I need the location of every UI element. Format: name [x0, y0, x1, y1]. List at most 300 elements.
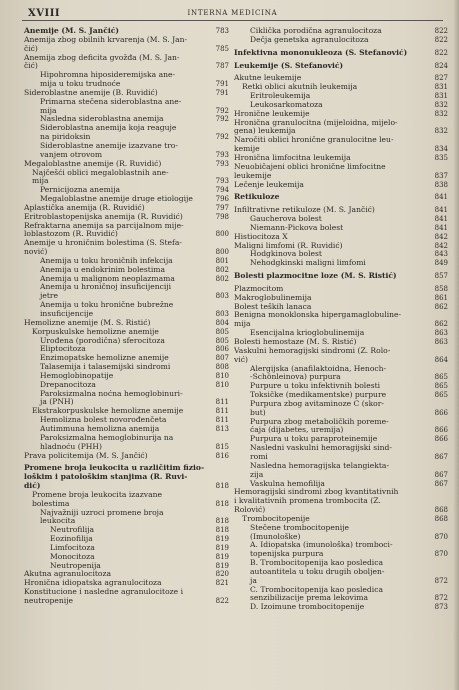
toc-entry-page: 818	[215, 526, 229, 535]
toc-entry-page: 818	[215, 517, 229, 526]
toc-entry	[234, 294, 448, 303]
toc-entry	[24, 151, 229, 160]
toc-entry-title: Benigna monoklonska hipergamaglobuline-	[234, 311, 402, 320]
toc-entry-title: Enzimopatske hemolizne anemije	[40, 354, 169, 363]
toc-entry-page: 800	[215, 248, 229, 257]
toc-entry-title: Hemolizne anemije (M. S. Ristić)	[24, 318, 151, 327]
toc-entry	[24, 562, 229, 571]
toc-entry	[234, 382, 448, 391]
toc-entry-page: 835	[434, 153, 448, 162]
toc-entry-page: 818	[215, 482, 229, 491]
toc-entry-title: Makroglobulinemija	[234, 293, 312, 302]
toc-entry-title: Primarna stečena sideroblastna ane-	[40, 97, 182, 106]
toc-entry-title: Konstitucione i nasledne agranulocitoze i	[24, 588, 184, 597]
toc-entry-page: 867	[434, 470, 448, 479]
toc-entry-page: 819	[215, 543, 229, 552]
toc-entry	[24, 266, 229, 275]
toc-entry-page: 872	[434, 594, 448, 603]
toc-entry-title: Toksičke (medikamentske) purpure	[250, 391, 387, 400]
toc-entry	[234, 233, 448, 242]
toc-entry-title: nović)	[24, 248, 48, 257]
toc-entry-page: 822	[434, 27, 448, 35]
toc-entry-page: 857	[434, 272, 448, 281]
toc-entry	[234, 338, 448, 347]
toc-entry	[234, 568, 448, 577]
toc-entry-title: Naročiti oblici hronične granulocitne leu-	[234, 136, 394, 145]
toc-entry-title: but)	[250, 408, 266, 417]
toc-entry-title: mija	[40, 106, 57, 115]
toc-entry	[24, 204, 229, 213]
header-rule	[22, 20, 443, 21]
toc-entry-title: Alergijska (anafilaktoidna, Henoch-	[250, 364, 387, 373]
toc-entry-page: 811	[215, 398, 229, 407]
toc-entry	[24, 452, 229, 461]
toc-entry	[234, 172, 448, 181]
toc-entry-page: 792	[215, 115, 229, 124]
toc-entry-page: 862	[434, 302, 448, 311]
toc-entry-title: Nasledna sideroblastna anemija	[40, 115, 164, 124]
toc-entry-page: 796	[215, 195, 229, 204]
toc-entry	[24, 491, 229, 500]
toc-entry-title: mija	[32, 177, 49, 186]
toc-entry	[24, 597, 229, 606]
toc-entry-title: Anemije u hroničnim bolestima (S. Stefa-	[24, 239, 182, 248]
toc-entry-title: senzibilizacije prema lekovima	[250, 594, 368, 603]
toc-entry-title: Aplastička anemija (R. Ruvidić)	[24, 203, 145, 212]
toc-entry-page: 792	[215, 133, 229, 142]
toc-entry-page: 791	[215, 88, 229, 97]
toc-entry	[234, 356, 448, 365]
toc-entry	[24, 363, 229, 372]
toc-entry-title: Nasledni vaskulni hemoragijski sind-	[250, 444, 392, 453]
toc-entry-page: 810	[215, 380, 229, 389]
toc-entry	[24, 89, 229, 98]
toc-entry	[234, 154, 448, 163]
toc-entry-title: jetre	[40, 292, 59, 301]
toc-entry	[24, 239, 229, 248]
toc-entry-page: 870	[434, 532, 448, 541]
toc-entry-title: Akutne leukemije	[234, 74, 302, 83]
toc-entry-title: zija	[250, 470, 264, 479]
toc-entry	[234, 311, 448, 320]
toc-entry	[234, 259, 448, 268]
toc-entry-title: Nehodgkinski maligni limfomi	[250, 259, 366, 268]
toc-entry-title: Anemija u endokrinim bolestima	[40, 265, 165, 274]
toc-entry-title: leukemije	[234, 171, 272, 180]
toc-entry-page: 832	[434, 109, 448, 118]
page-number: XVIII	[28, 8, 61, 19]
toc-entry-title: Anemija zbog obilnih krvarenja (M. S. Jan-	[24, 35, 188, 44]
toc-entry-title: Eritroblastopenijska anemija (R. Ruvidić)	[24, 212, 183, 221]
toc-entry	[234, 181, 448, 190]
toc-entry-page: 819	[215, 552, 229, 561]
toc-entry	[24, 328, 229, 337]
toc-entry	[24, 434, 229, 443]
toc-entry	[234, 391, 448, 400]
toc-entry	[234, 418, 448, 427]
toc-entry-title: A. Idiopatska (imunološka) tromboci-	[250, 541, 393, 550]
toc-entry-title: Sideroblastne anemije (B. Ruvidić)	[24, 88, 158, 97]
toc-entry-title: hladnoću (PHH)	[40, 442, 103, 451]
toc-entry	[234, 559, 448, 568]
toc-entry-page: 865	[434, 373, 448, 382]
toc-entry	[234, 163, 448, 172]
toc-entry-page: 841	[434, 215, 448, 224]
toc-entry	[24, 500, 229, 509]
toc-entry-title: Bolest teških lanaca	[234, 302, 312, 311]
toc-entry-page: 834	[434, 145, 448, 154]
toc-entry-page: 819	[215, 561, 229, 570]
toc-entry-title: Esencijalna krioglobulinemija	[250, 329, 365, 338]
toc-entry-title: Eritroleukemija	[250, 92, 311, 101]
toc-entry-title: Hodgkinova bolest	[250, 250, 322, 259]
toc-entry-title: Hemoglobinopatije	[40, 371, 114, 380]
toc-entry-page: 808	[215, 363, 229, 372]
toc-entry	[24, 381, 229, 390]
toc-entry-title: (Imunološke)	[250, 532, 301, 541]
toc-entry	[24, 579, 229, 588]
toc-entry	[234, 586, 448, 595]
toc-entry-title: bolestima	[32, 499, 70, 508]
toc-entry-title: Anemija u toku hronične bubrežne	[40, 301, 174, 310]
toc-entry	[234, 550, 448, 559]
toc-entry-title: Eozinofilija	[50, 535, 93, 544]
toc-entry-title: Neuobičajeni oblici hronične limfocitne	[234, 162, 386, 171]
toc-entry-page: 868	[434, 506, 448, 515]
toc-entry	[24, 390, 229, 399]
toc-entry-page: 793	[215, 150, 229, 159]
toc-entry	[234, 400, 448, 409]
toc-entry	[24, 107, 229, 116]
toc-entry-page: 822	[215, 597, 229, 605]
toc-entry	[24, 115, 229, 124]
toc-entry	[24, 544, 229, 553]
toc-entry-title: Retikuloze	[234, 193, 280, 202]
toc-entry	[234, 119, 448, 128]
toc-entry-page: 831	[434, 83, 448, 92]
toc-entry-page: 872	[434, 576, 448, 585]
toc-entry	[24, 169, 229, 178]
toc-entry-title: Anemija u hroničnoj insuficijenciji	[40, 283, 172, 292]
toc-entry	[234, 444, 448, 453]
toc-entry	[24, 283, 229, 292]
toc-entry	[234, 27, 448, 36]
toc-entry-page: 819	[215, 535, 229, 544]
toc-entry-page: 792	[215, 106, 229, 115]
toc-entry	[234, 409, 448, 418]
toc-entry	[24, 588, 229, 597]
toc-entry-title: ćaja (dijabetes, uremija)	[250, 426, 344, 435]
toc-entry-title: Vaskulni hemoragijski sindromi (Z. Rolo-	[234, 346, 391, 355]
toc-entry	[24, 27, 229, 36]
toc-entry-title: Anemije (M. S. Jančić)	[24, 27, 119, 35]
toc-entry	[24, 310, 229, 319]
toc-entry-title: Paroksizmalna noćna hemoglobinuri-	[40, 389, 183, 398]
toc-entry	[24, 354, 229, 363]
toc-entry-title: topenijska purpura	[250, 550, 324, 559]
toc-entry	[24, 443, 229, 452]
toc-entry	[234, 426, 448, 435]
toc-entry-page: 832	[434, 100, 448, 109]
toc-entry-title: Megaloblastne anemije druge etiologije	[40, 195, 193, 204]
toc-entry-page: 793	[215, 159, 229, 168]
toc-entry	[234, 471, 448, 480]
toc-entry	[24, 464, 229, 473]
toc-entry-title: gena) leukemija	[234, 127, 296, 136]
toc-entry-title: Najvažniji uzroci promene broja	[40, 508, 164, 517]
toc-entry	[234, 329, 448, 338]
toc-entry-title: Bolesti plazmocitne loze (M. S. Ristić)	[234, 272, 397, 281]
toc-entry-page: 861	[434, 293, 448, 302]
toc-entry-title: Anemija u toku hroničnih infekcija	[40, 256, 173, 265]
toc-entry	[234, 242, 448, 251]
toc-entry	[234, 215, 448, 224]
toc-entry-page: 841	[434, 193, 448, 202]
toc-entry-page: 838	[434, 180, 448, 189]
toc-entry	[24, 425, 229, 434]
toc-entry-page: 837	[434, 171, 448, 180]
toc-entry-title: Promene broja leukocita u različitim fizio-	[24, 464, 205, 473]
toc-entry-title: Bolesti hemostaze (M. S. Ristić)	[234, 338, 357, 346]
toc-entry-page: 841	[434, 206, 448, 215]
toc-entry-title: Gaucherova bolest	[250, 215, 322, 224]
toc-entry-title: Purpura zbog avitaminoze C (skor-	[250, 399, 384, 408]
toc-entry	[24, 535, 229, 544]
toc-entry	[24, 398, 229, 407]
toc-entry	[24, 160, 229, 169]
toc-entry-title: loškim i patološkim stanjima (R. Ruvi-	[24, 473, 188, 482]
toc-entry-page: 822	[434, 48, 448, 57]
toc-entry-title: ja	[250, 576, 257, 585]
toc-entry-page: 870	[434, 550, 448, 559]
toc-entry	[24, 407, 229, 416]
toc-entry	[24, 36, 229, 45]
toc-entry-title: Drepanocitoza	[40, 380, 96, 389]
toc-entry-title: Neutrofilija	[50, 526, 95, 535]
toc-entry-title: D. Izoimune trombocitopenije	[250, 603, 365, 612]
toc-entry-title: -Schönleinova) purpura	[250, 373, 341, 382]
toc-entry	[24, 177, 229, 186]
toc-entry	[234, 206, 448, 215]
toc-entry-title: Hronična granulocitna (mijeloidna, mijelo-	[234, 118, 398, 127]
toc-entry-page: 811	[215, 407, 229, 416]
toc-entry-page: 866	[434, 435, 448, 444]
toc-entry-title: leukocita	[40, 517, 76, 526]
toc-entry-page: 801	[215, 256, 229, 265]
toc-entry-title: Promene broja leukocita izazvane	[32, 490, 162, 499]
toc-entry	[234, 224, 448, 233]
toc-entry	[24, 71, 229, 80]
toc-entry-title: Urođena (porodična) sferocitoza	[40, 336, 165, 345]
toc-entry	[24, 142, 229, 151]
toc-left-column	[24, 27, 229, 686]
toc-entry-page: 866	[434, 426, 448, 435]
toc-entry-title: vanjem otrovom	[40, 150, 103, 159]
toc-entry-page: 849	[434, 259, 448, 268]
toc-entry-page: 800	[215, 230, 229, 239]
toc-entry-title: mija u toku trudnoće	[40, 80, 121, 89]
toc-entry	[234, 285, 448, 294]
toc-entry	[24, 222, 229, 231]
toc-entry-title: kemije	[234, 145, 260, 154]
toc-entry	[234, 577, 448, 586]
toc-entry-page: 832	[434, 127, 448, 136]
toc-entry-page: 803	[215, 310, 229, 318]
toc-entry-page: 804	[215, 318, 229, 327]
toc-entry-page: 813	[215, 424, 229, 433]
toc-entry-title: Nasledna hemoragijska telangiekta-	[250, 461, 390, 470]
toc-entry-page: 820	[215, 570, 229, 579]
toc-entry-page: 868	[434, 514, 448, 523]
toc-entry	[234, 62, 448, 71]
toc-entry-title: čić)	[24, 62, 38, 71]
toc-entry-title: Purpure u toku infektivnih bolesti	[250, 382, 381, 391]
toc-entry-title: Infiltrativne retikuloze (M. S. Jančić)	[234, 206, 375, 215]
toc-entry	[234, 373, 448, 382]
toc-entry-title: Maligni limfomi (R. Ruvidić)	[234, 241, 343, 250]
toc-entry-title: Anemija u malignom neoplazmama	[40, 274, 175, 283]
toc-entry-title: Hemolizna bolest novorođenčeta	[40, 416, 167, 425]
toc-entry-page: 866	[434, 408, 448, 417]
toc-entry-page: 863	[434, 338, 448, 346]
toc-entry-page: 793	[215, 177, 229, 186]
toc-entry-title: autoantitela u toku drugih oboljen-	[250, 567, 385, 576]
toc-entry-page: 797	[215, 203, 229, 212]
toc-entry-page: 843	[434, 250, 448, 259]
toc-entry	[234, 272, 448, 281]
toc-entry	[234, 101, 448, 110]
toc-entry-title: Limfocitoza	[50, 543, 95, 552]
toc-entry	[24, 570, 229, 579]
toc-entry-page: 865	[434, 382, 448, 391]
toc-entry	[234, 303, 448, 312]
toc-entry	[234, 127, 448, 136]
toc-entry	[234, 488, 448, 497]
toc-entry	[234, 506, 448, 515]
toc-entry	[24, 553, 229, 562]
toc-entry	[24, 133, 229, 142]
toc-entry	[234, 533, 448, 542]
toc-entry-page: 810	[215, 371, 229, 380]
toc-entry	[24, 195, 229, 204]
toc-entry-title: Histiocitoza X	[234, 232, 288, 241]
toc-entry-title: Paroksizmalna hemoglobinurija na	[40, 433, 174, 442]
toc-entry	[234, 193, 448, 202]
toc-entry	[234, 435, 448, 444]
toc-entry-page: 787	[215, 62, 229, 71]
toc-entry	[24, 186, 229, 195]
toc-entry	[24, 337, 229, 346]
toc-entry	[234, 603, 448, 612]
toc-entry	[234, 110, 448, 119]
toc-entry-title: Hronične leukemije	[234, 109, 310, 118]
toc-entry-title: Najčešći oblici megaloblastnih ane-	[32, 168, 169, 177]
toc-entry-title: Infektivna mononukleoza (S. Stefanović)	[234, 48, 408, 57]
toc-entry	[24, 482, 229, 491]
toc-entry-page: 815	[215, 442, 229, 451]
toc-entry-title: Hemoragijski sindromi zbog kvantitativnih	[234, 488, 399, 497]
toc-entry	[234, 136, 448, 145]
toc-entry-page: 867	[434, 452, 448, 461]
toc-entry	[24, 473, 229, 482]
toc-entry-page: 827	[434, 74, 448, 83]
toc-entry	[24, 80, 229, 89]
toc-entry-title: mija	[234, 320, 251, 329]
toc-entry-page: 863	[434, 329, 448, 338]
toc-entry	[24, 319, 229, 328]
toc-entry-title: neutropenije	[24, 597, 74, 605]
toc-entry	[234, 365, 448, 374]
toc-entry	[24, 372, 229, 381]
toc-entry	[24, 124, 229, 133]
toc-entry-page: 783	[215, 27, 229, 35]
toc-entry-page: 805	[215, 336, 229, 345]
toc-entry	[24, 213, 229, 222]
toc-entry-title: insuficijencije	[40, 310, 94, 318]
toc-entry-page: 867	[434, 479, 448, 488]
toc-entry-title: Prava policitemija (M. S. Jančić)	[24, 451, 148, 460]
toc-entry	[234, 462, 448, 471]
toc-entry-page: 821	[215, 579, 229, 588]
toc-entry	[234, 320, 448, 329]
toc-entry-title: Sideroblastne anemije izazvane tro-	[40, 141, 178, 150]
toc-entry	[234, 74, 448, 83]
toc-entry	[234, 49, 448, 58]
toc-entry-title: Eliptocitoza	[40, 345, 86, 354]
toc-entry-page: 807	[215, 354, 229, 363]
toc-entry	[234, 497, 448, 506]
toc-entry-page: 785	[215, 44, 229, 53]
toc-entry	[24, 517, 229, 526]
toc-entry-page: 791	[215, 80, 229, 89]
toc-entry-page: 818	[215, 499, 229, 508]
toc-entry-page: 862	[434, 320, 448, 329]
toc-entry-title: Purpura u toku paraproteinemije	[250, 435, 378, 444]
toc-entry-title: Lečenje leukemija	[234, 180, 304, 189]
toc-entry-page: 858	[434, 284, 448, 293]
toc-entry-title: Monocitoza	[50, 552, 95, 561]
toc-entry-page: 841	[434, 223, 448, 232]
toc-entry	[24, 416, 229, 425]
running-title: INTERNA MEDICINA	[187, 9, 278, 17]
toc-entry	[234, 594, 448, 603]
toc-entry-page: 816	[215, 451, 229, 460]
toc-entry	[24, 248, 229, 257]
toc-entry	[24, 292, 229, 301]
toc-entry-title: Trombocitopenije	[242, 514, 310, 523]
toc-entry	[234, 83, 448, 92]
page-shadow	[453, 0, 459, 690]
toc-entry	[24, 526, 229, 535]
toc-entry	[24, 62, 229, 71]
toc-entry-title: Plazmocitom	[234, 284, 284, 293]
toc-entry-page: 798	[215, 212, 229, 221]
toc-entry	[24, 301, 229, 310]
toc-entry-title: Hronična idiopatska agranulocitoza	[24, 579, 162, 588]
toc-entry-title: C. Trombocitopenija kao posledica	[250, 585, 383, 594]
toc-entry	[234, 524, 448, 533]
toc-entry-page: 802	[215, 265, 229, 274]
toc-entry-title: Leukemije (S. Stefanović)	[234, 61, 344, 70]
toc-entry-title: Talasemija i talasemijski sindromi	[40, 363, 171, 372]
toc-entry-title: Retki oblici akutnih leukemija	[242, 83, 358, 92]
toc-entry	[234, 250, 448, 259]
toc-entry-title: Korpuskulske hemolizne anemije	[32, 327, 159, 336]
toc-entry-page: 842	[434, 241, 448, 250]
toc-entry-title: na piridoksin	[40, 133, 91, 142]
toc-entry	[234, 480, 448, 489]
toc-entry-title: Niemann-Pickova bolest	[250, 223, 344, 232]
